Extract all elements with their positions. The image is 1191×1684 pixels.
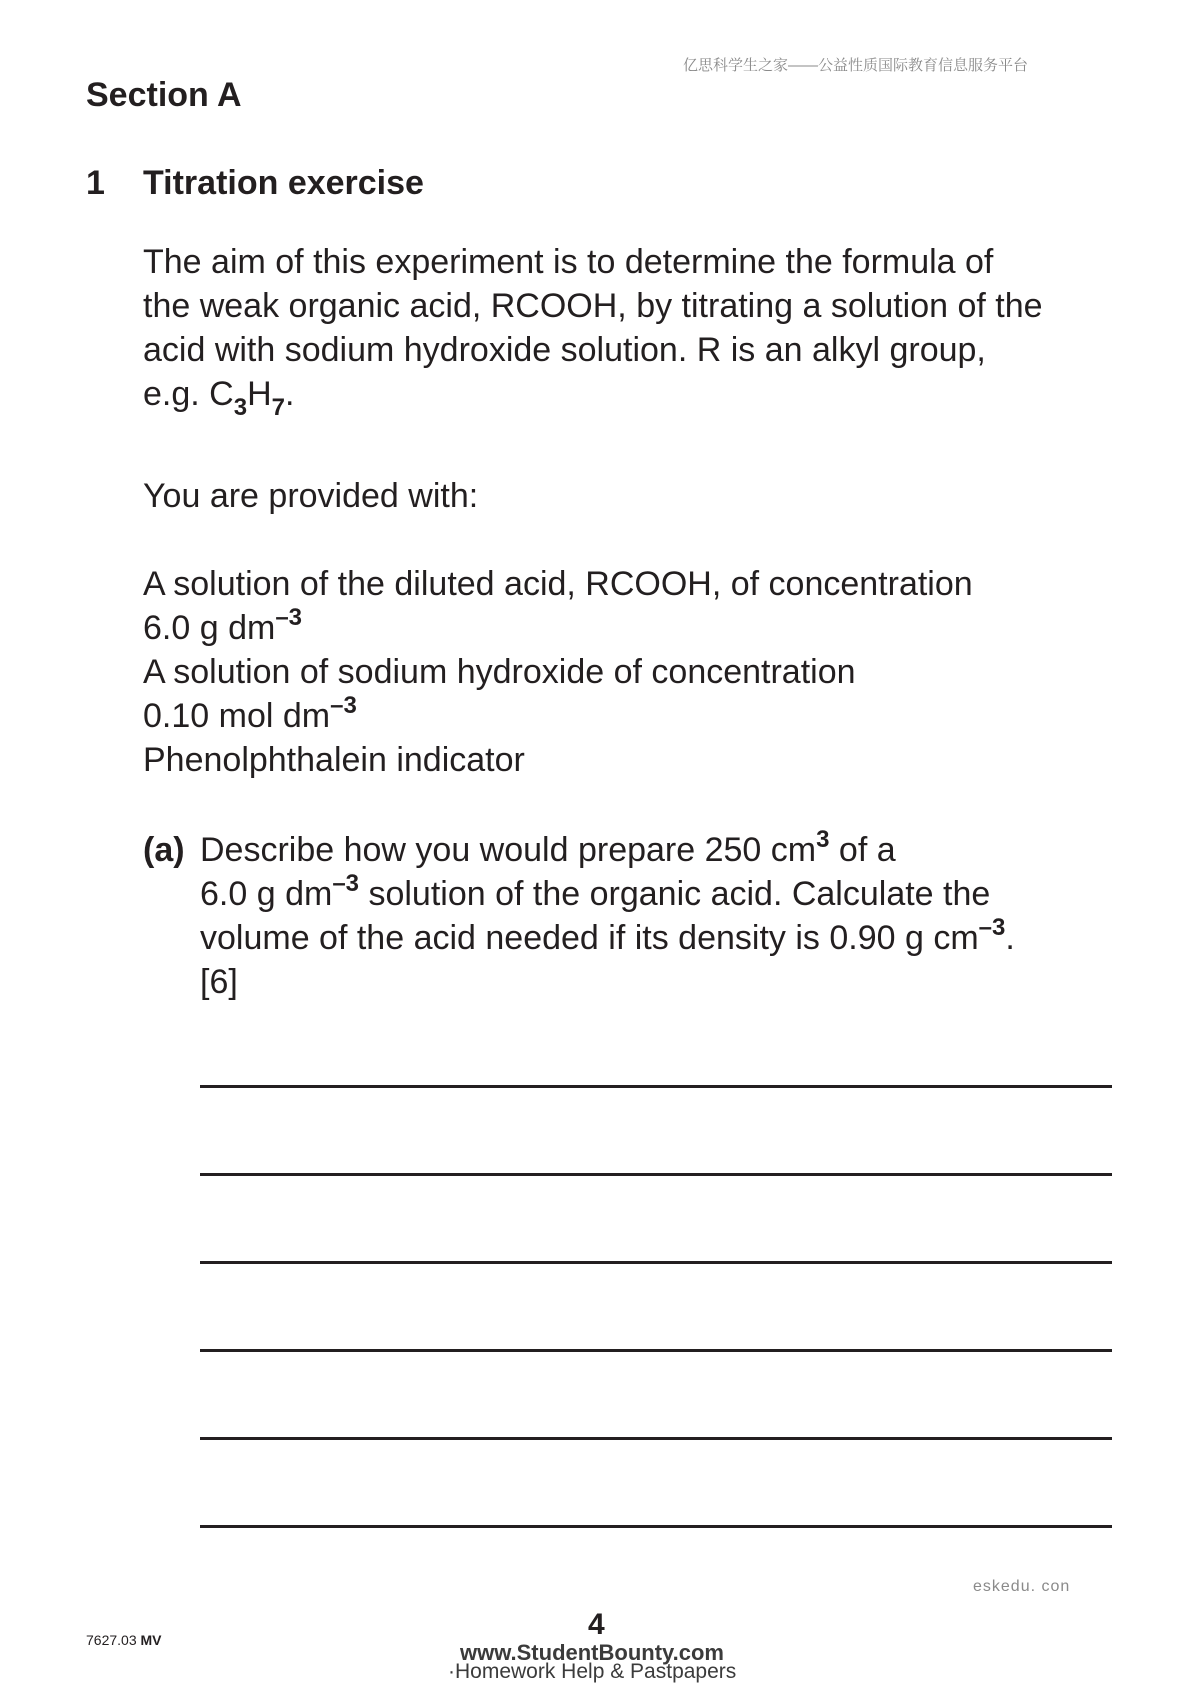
text-span: 6.0 g dm [200, 875, 333, 913]
paper-code-suffix: MV [140, 1632, 162, 1648]
aim-line [143, 372, 1043, 421]
material-item: Phenolphthalein indicator [143, 741, 525, 779]
aim-line: The aim of this experiment is to determine the formula of [143, 243, 994, 281]
part-a-label: (a) [143, 831, 185, 869]
bottom-watermark: eskedu. con [973, 1578, 1071, 1595]
question-number: 1 [86, 164, 105, 202]
formula-subscript: 3 [233, 394, 248, 421]
answer-line[interactable] [200, 1349, 1112, 1352]
paper-code-number: 7627.03 [86, 1632, 141, 1648]
answer-line[interactable] [200, 1085, 1112, 1088]
answer-line[interactable] [200, 1261, 1112, 1264]
answer-line[interactable] [200, 1525, 1112, 1528]
aim-line: the weak organic acid, RCOOH, by titrating a solution of the [143, 287, 1043, 325]
studentbounty-link[interactable]: www.StudentBounty.com [460, 1640, 724, 1665]
section-heading: Section A [86, 76, 242, 114]
part-a-line [200, 916, 1015, 960]
text-span: Describe how you would prepare 250 cm [200, 831, 817, 869]
formula-text: . [285, 375, 295, 413]
superscript: –3 [275, 604, 303, 631]
answer-line[interactable] [200, 1437, 1112, 1440]
aim-line: acid with sodium hydroxide solution. R is an alkyl group, [143, 331, 986, 369]
materials-list [143, 562, 973, 782]
part-a-line [200, 828, 1015, 872]
text-span: volume of the acid needed if its density is 0.90 g cm [200, 919, 979, 957]
provided-intro: You are provided with: [143, 477, 479, 515]
page-number: 4 [588, 1608, 605, 1641]
concentration-text: 6.0 g dm [143, 609, 276, 647]
formula-text: H [247, 375, 272, 413]
top-watermark: 亿思科学生之家——公益性质国际教育信息服务平台 [683, 57, 1029, 74]
text-span: of a [829, 831, 896, 869]
marks-indicator: [6] [200, 963, 238, 1001]
aim-paragraph [143, 240, 1043, 421]
formula-subscript: 7 [271, 394, 285, 421]
part-a-text [200, 828, 1015, 1004]
paper-code [86, 1632, 162, 1648]
formula-text: e.g. C [143, 375, 234, 413]
superscript: 3 [816, 826, 830, 853]
part-a-line [200, 872, 1015, 916]
concentration-text: 0.10 mol dm [143, 697, 331, 735]
question-title: Titration exercise [143, 164, 424, 202]
material-item: A solution of the diluted acid, RCOOH, of concentration [143, 565, 973, 603]
superscript: –3 [332, 870, 360, 897]
superscript: –3 [978, 914, 1006, 941]
superscript: –3 [330, 692, 357, 719]
text-span: . [1005, 919, 1015, 957]
material-item [143, 606, 973, 650]
material-item [143, 694, 973, 738]
answer-line[interactable] [200, 1173, 1112, 1176]
text-span: solution of the organic acid. Calculate the [359, 875, 991, 913]
material-item: A solution of sodium hydroxide of concentration [143, 653, 856, 691]
studentbounty-tagline: ·Homework Help & Pastpapers [448, 1660, 737, 1683]
